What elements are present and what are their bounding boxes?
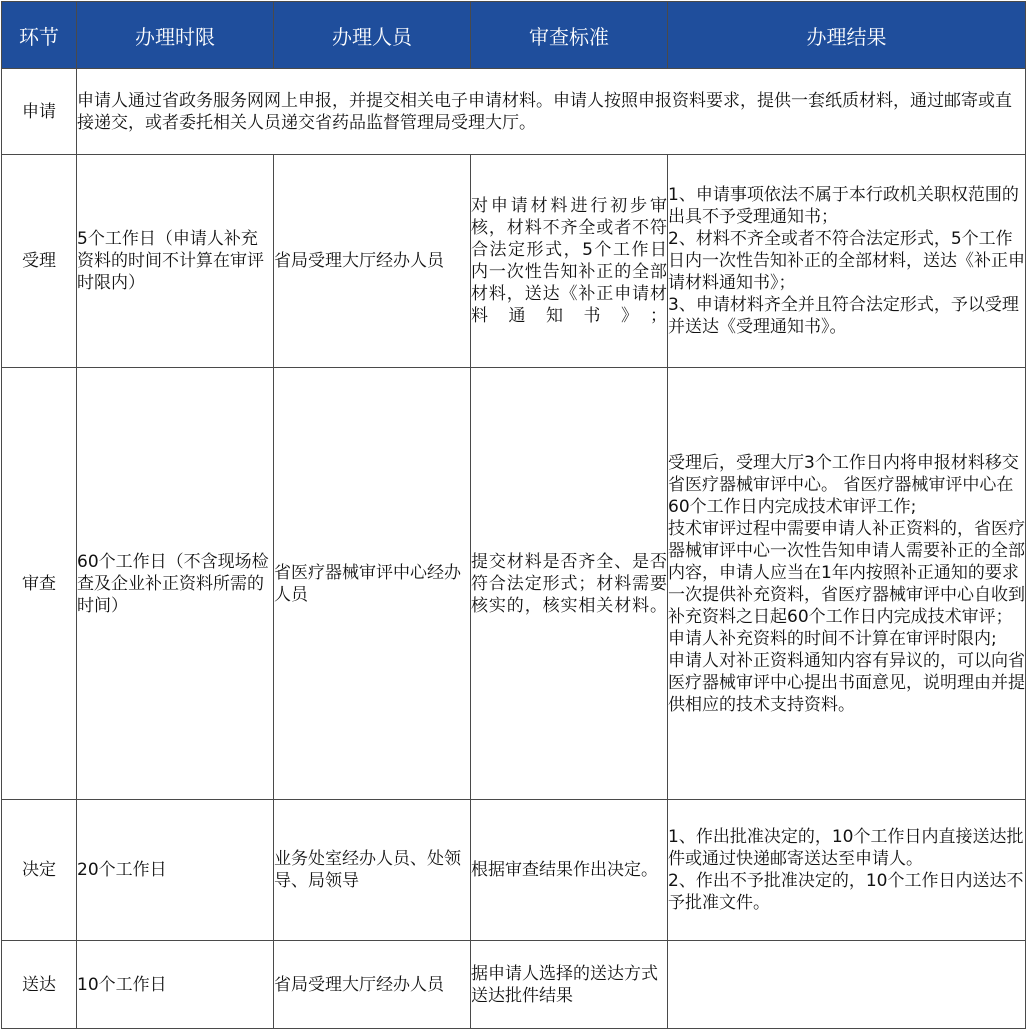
header-result: 办理结果 — [668, 2, 1026, 69]
review-standard: 提交材料是否齐全、是否符合法定形式；材料需要核实的，核实相关材料。 — [471, 368, 668, 800]
stage-decide: 决定 — [2, 800, 77, 941]
review-time: 60个工作日（不含现场检查及企业补正资料所需的时间） — [77, 368, 274, 800]
stage-deliver: 送达 — [2, 941, 77, 1029]
header-stage: 环节 — [2, 2, 77, 69]
review-result-line: 申请人补充资料的时间不计算在审评时限内; — [668, 628, 997, 649]
row-deliver — [2, 941, 1026, 1029]
review-staff: 省医疗器械审评中心经办人员 — [274, 368, 471, 800]
review-result-line: 受理后，受理大厅3个工作日内将申报材料移交省医疗器械审评中心。 省医疗器械审评中心在60个工作日内完成技术审评工作; — [668, 452, 1019, 517]
stage-review: 审查 — [2, 368, 77, 800]
decide-standard: 根据审查结果作出决定。 — [471, 800, 668, 941]
header-standard: 审查标准 — [471, 2, 668, 69]
accept-result-line: 1、申请事项依法不属于本行政机关职权范围的出具不予受理通知书； — [668, 185, 1019, 227]
decide-result-line: 2、作出不予批准决定的，10个工作日内送达不予批准文件。 — [668, 871, 1024, 913]
accept-standard: 对申请材料进行初步审核，材料不齐全或者不符合法定形式，5个工作日内一次性告知补正的全部材料，送达《补正申请材料通知书》； — [471, 155, 668, 368]
row-accept — [2, 155, 1026, 368]
deliver-staff: 省局受理大厅经办人员 — [274, 941, 471, 1029]
row-decide — [2, 800, 1026, 941]
deliver-result — [668, 941, 1026, 1029]
header-row — [2, 2, 1026, 69]
process-table — [1, 1, 1026, 1029]
decide-result-line: 1、作出批准决定的，10个工作日内直接送达批件或通过快递邮寄送达至申请人。 — [668, 827, 1024, 869]
header-time: 办理时限 — [77, 2, 274, 69]
stage-accept: 受理 — [2, 155, 77, 368]
deliver-standard: 据申请人选择的送达方式送达批件结果 — [471, 941, 668, 1029]
review-result-line: 申请人对补正资料通知内容有异议的，可以向省医疗器械审评中心提出书面意见，说明理由并提供相应的技术支持资料。 — [668, 650, 1025, 715]
stage-apply: 申请 — [2, 69, 77, 155]
review-result — [668, 368, 1026, 800]
row-review — [2, 368, 1026, 800]
decide-result — [668, 800, 1026, 941]
row-apply — [2, 69, 1026, 155]
accept-result-line: 3、申请材料齐全并且符合法定形式，予以受理并送达《受理通知书》。 — [668, 295, 1019, 337]
header-staff: 办理人员 — [274, 2, 471, 69]
accept-staff: 省局受理大厅经办人员 — [274, 155, 471, 368]
review-result-line: 技术审评过程中需要申请人补正资料的，省医疗器械审评中心一次性告知申请人需要补正的全部内容，申请人应当在1年内按照补正通知的要求一次提供补充资料，省医疗器械审评中心自收到补充资料之日起60个工作日内完成技术审评； — [668, 518, 1025, 627]
accept-time: 5个工作日（申请人补充资料的时间不计算在审评时限内） — [77, 155, 274, 368]
deliver-time: 10个工作日 — [77, 941, 274, 1029]
decide-time: 20个工作日 — [77, 800, 274, 941]
decide-staff: 业务处室经办人员、处领导、局领导 — [274, 800, 471, 941]
accept-result-line: 2、材料不齐全或者不符合法定形式，5个工作日内一次性告知补正的全部材料，送达《补正申请材料通知书》； — [668, 229, 1025, 293]
accept-result — [668, 155, 1026, 368]
apply-content: 申请人通过省政务服务网网上申报，并提交相关电子申请材料。申请人按照申报资料要求，提供一套纸质材料，通过邮寄或直接递交，或者委托相关人员递交省药品监督管理局受理大厅。 — [77, 69, 1026, 155]
